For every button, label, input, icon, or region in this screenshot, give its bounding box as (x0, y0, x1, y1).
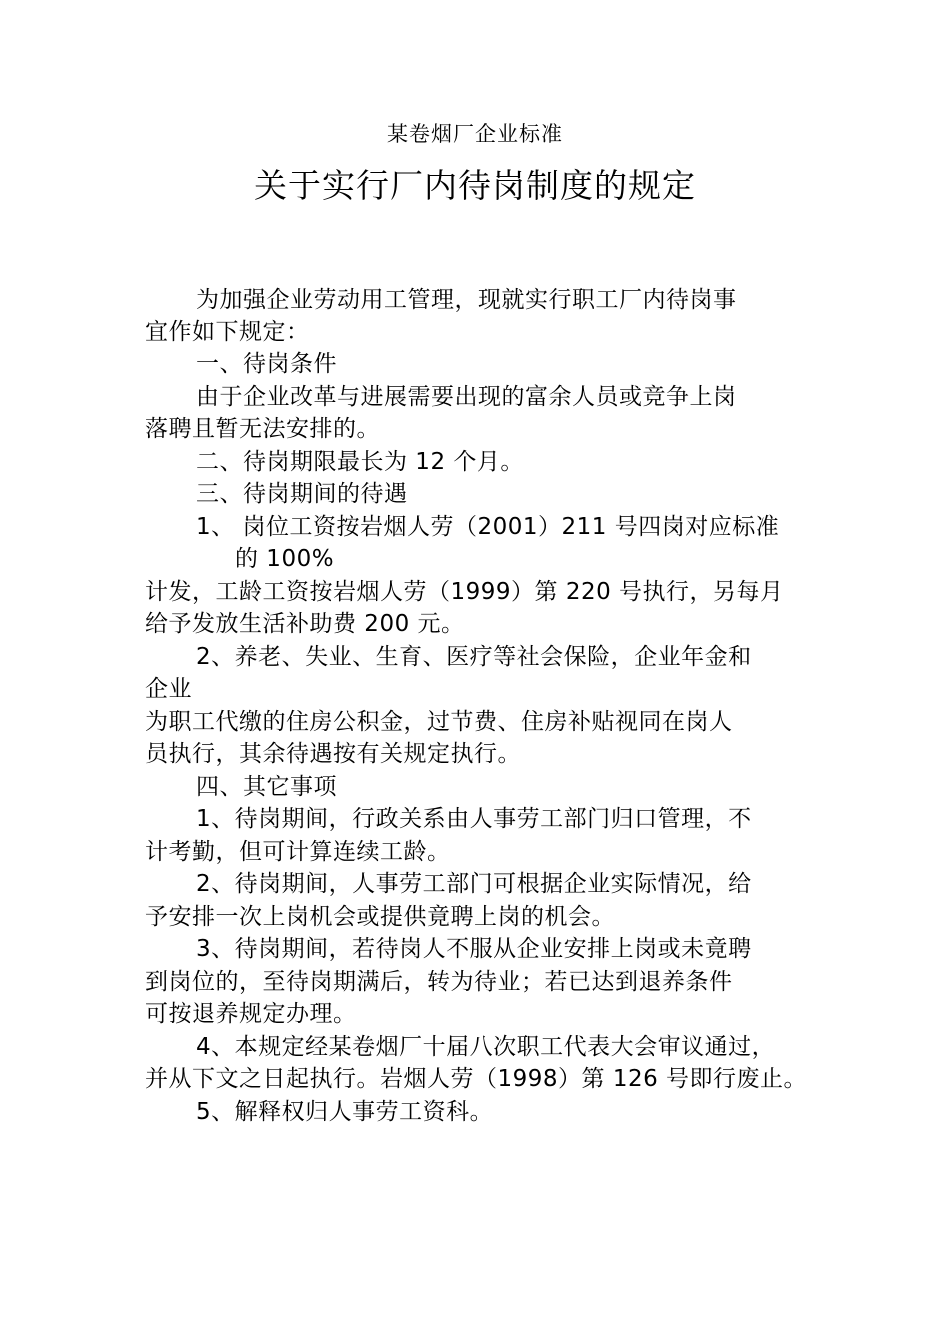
list-item: 1、 岗位工资按岩烟人劳（2001）211 号四岗对应标准 (196, 514, 780, 540)
section-heading: 三、待岗期间的待遇 (196, 481, 408, 507)
body-line: 由于企业改革与进展需要出现的富余人员或竞争上岗 (196, 384, 737, 410)
body-line: 并从下文之日起执行。岩烟人劳（1998）第 126 号即行废止。 (145, 1066, 808, 1092)
body-line: 落聘且暂无法安排的。 (145, 416, 380, 442)
body-line: 为职工代缴的住房公积金，过节费、住房补贴视同在岗人 (145, 709, 733, 735)
document-subtitle: 某卷烟厂企业标准 (387, 122, 563, 146)
body-line: 宜作如下规定： (145, 319, 310, 345)
list-item: 2、待岗期间，人事劳工部门可根据企业实际情况，给 (196, 871, 752, 897)
section-heading: 二、待岗期限最长为 12 个月。 (196, 449, 524, 475)
list-item: 1、待岗期间，行政关系由人事劳工部门归口管理，不 (196, 806, 752, 832)
body-line: 计发，工龄工资按岩烟人劳（1999）第 220 号执行，另每月 (145, 579, 784, 605)
body-line: 计考勤，但可计算连续工龄。 (145, 839, 451, 865)
body-line: 为加强企业劳动用工管理，现就实行职工厂内待岗事 (196, 287, 737, 313)
body-line: 予安排一次上岗机会或提供竟聘上岗的机会。 (145, 904, 615, 930)
body-line: 员执行，其余待遇按有关规定执行。 (145, 741, 521, 767)
list-item: 5、解释权归人事劳工资科。 (196, 1099, 494, 1125)
list-item: 3、待岗期间，若待岗人不服从企业安排上岗或未竟聘 (196, 936, 752, 962)
document-title: 关于实行厂内待岗制度的规定 (254, 166, 696, 205)
body-line: 到岗位的，至待岗期满后，转为待业；若已达到退养条件 (145, 969, 733, 995)
section-heading: 四、其它事项 (196, 774, 337, 800)
body-line: 可按退养规定办理。 (145, 1001, 357, 1027)
list-item: 4、本规定经某卷烟厂十届八次职工代表大会审议通过， (196, 1034, 776, 1060)
section-heading: 一、待岗条件 (196, 351, 337, 377)
body-line: 给予发放生活补助费 200 元。 (145, 611, 465, 637)
list-item: 2、养老、失业、生育、医疗等社会保险，企业年金和 (196, 644, 752, 670)
body-line: 的 100% (235, 546, 335, 572)
body-line: 企业 (145, 676, 192, 702)
